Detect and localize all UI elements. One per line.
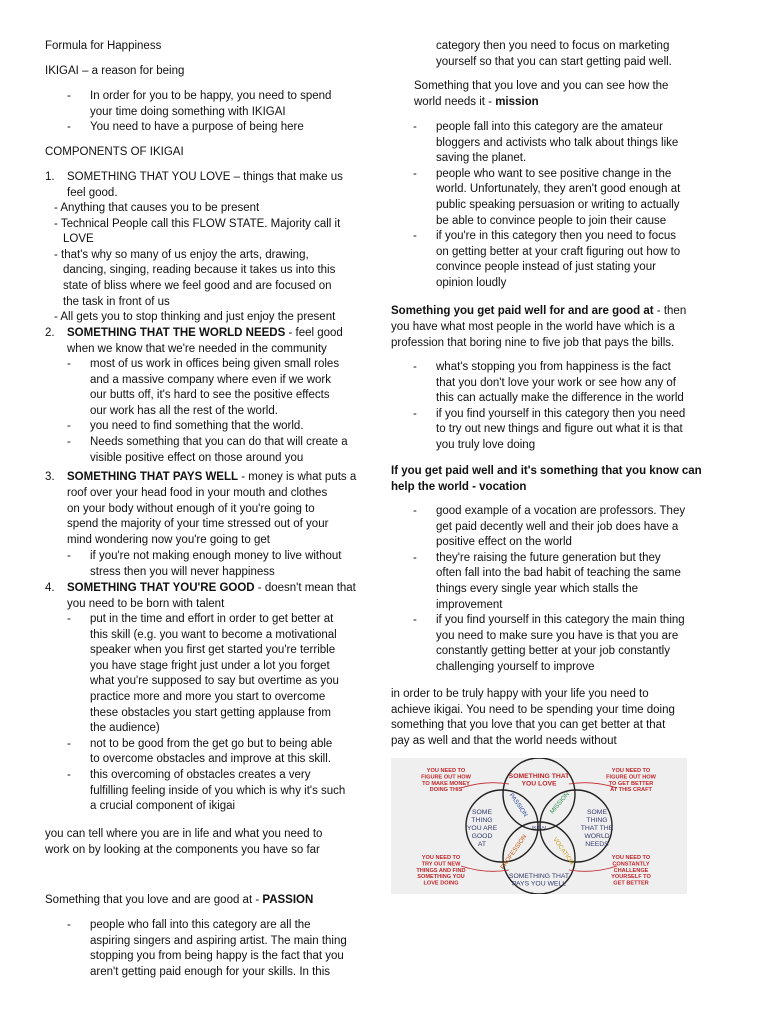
component-bullet-line: what you're supposed to say but overtime as you bbox=[90, 675, 339, 688]
mission-bullet-line: opinion loudly bbox=[436, 277, 507, 289]
dash-marker: - bbox=[413, 361, 417, 373]
dash-marker: - bbox=[67, 919, 71, 931]
conclusion-line: in order to be truly happy with your life you need to bbox=[391, 688, 649, 700]
passion-bullet-line: stopping you from being happy is the fact that you bbox=[90, 950, 344, 963]
component-bullet-line: speaker when you first get started you're terrible bbox=[90, 644, 336, 657]
component-line: roof over your head food in your mouth and clothes bbox=[67, 487, 328, 499]
vocation-bullet-line: good example of a vocation are professors. They bbox=[436, 505, 686, 517]
component-bullet-line: put in the time and effort in order to get better at bbox=[90, 613, 334, 625]
label-mission: MISSION bbox=[548, 790, 571, 816]
label-paid: SOMETHING THAT PAYS YOU WELL bbox=[508, 873, 570, 888]
component-title-part: SOMETHING THAT THE WORLD NEEDS bbox=[67, 327, 286, 339]
component-sub-line: - Anything that causes you to be present bbox=[54, 202, 260, 214]
component-number: 1. bbox=[45, 171, 55, 183]
mission-bullet-line: bloggers and activists who talk about things like bbox=[436, 136, 679, 149]
intro-bullet-line: You need to have a purpose of being here bbox=[90, 121, 304, 134]
mission-bullet-line: if you're in this category then you need to focus bbox=[436, 230, 677, 243]
label-ikigai: IKIGAI bbox=[531, 826, 547, 831]
venn-svg bbox=[391, 758, 687, 894]
vocation-bullet-line: things every single year which stalls the bbox=[436, 583, 638, 595]
dash-marker: - bbox=[413, 614, 417, 627]
component-title: feel good. bbox=[67, 186, 118, 199]
mission-bullet-line: world. Unfortunately, they aren't good enough at bbox=[436, 183, 681, 196]
component-bullet-line: a crucial component of ikigai bbox=[90, 800, 236, 813]
mission-heading-part: world needs it - bbox=[414, 96, 496, 108]
dash-marker: - bbox=[67, 737, 71, 750]
component-title bbox=[67, 326, 343, 342]
component-line: spend the majority of your time stressed out of your bbox=[67, 518, 329, 531]
label-love: SOMETHING THAT YOU LOVE bbox=[508, 773, 570, 788]
mission-heading-part: mission bbox=[495, 96, 539, 108]
label-profession: PROFESSION bbox=[499, 833, 529, 871]
passion-heading-part: PASSION bbox=[262, 894, 314, 906]
component-sub-line: LOVE bbox=[63, 233, 94, 246]
component-bullet-line: this overcoming of obstacles creates a very bbox=[90, 769, 311, 781]
component-line: on your body without enough of it you're going to bbox=[67, 502, 315, 515]
dash-marker: - bbox=[67, 90, 71, 102]
component-bullet-line: this skill (e.g. you want to become a motivational bbox=[90, 628, 337, 641]
dash-marker: - bbox=[413, 551, 417, 564]
vocation-bullet-line: you need to make sure you have is that you are bbox=[436, 629, 679, 642]
mission-bullet-line: people fall into this category are the amateur bbox=[436, 121, 663, 133]
component-title bbox=[67, 470, 356, 486]
component-title: SOMETHING THAT YOU LOVE – things that make us bbox=[67, 171, 343, 183]
note-top-left: YOU NEED TO FIGURE OUT HOW TO MAKE MONEY DOING THIS bbox=[421, 768, 471, 794]
component-bullet-line: most of us work in offices being given small roles bbox=[90, 358, 340, 370]
component-sub-line: state of bliss where we feel good and are focused on bbox=[63, 280, 332, 292]
profession-line: profession that boring nine to five job that pays the bills. bbox=[391, 336, 675, 349]
component-bullet-line: these obstacles you start getting applause from bbox=[90, 706, 332, 719]
profession-bullet-line: if you find yourself in this category then you need bbox=[436, 407, 686, 420]
conclusion-line: pay as well and that the world needs without bbox=[391, 734, 617, 747]
component-line: you need to be born with talent bbox=[67, 598, 225, 610]
intro-bullet-line: your time doing something with IKIGAI bbox=[90, 105, 286, 118]
dash-marker: - bbox=[67, 769, 71, 781]
summary-line: you can tell where you are in life and what you need to bbox=[45, 828, 323, 840]
dash-marker: - bbox=[67, 420, 71, 433]
component-number: 3. bbox=[45, 471, 55, 483]
dash-marker: - bbox=[67, 550, 71, 562]
vocation-bullet-line: constantly getting better at your job constantly bbox=[436, 645, 670, 658]
component-bullet-line: our work has all the rest of the world. bbox=[90, 404, 278, 417]
component-bullet-line: you have stage fright just under a lot you forget bbox=[90, 659, 330, 672]
profession-bullet-line: what's stopping you from happiness is the fact bbox=[436, 361, 671, 373]
component-sub-line: - Technical People call this FLOW STATE. Majority call it bbox=[54, 217, 341, 230]
component-bullet-line: not to be good from the get go but to being able bbox=[90, 737, 333, 750]
label-passion: PASSION bbox=[507, 792, 529, 819]
vocation-heading: help the world - vocation bbox=[391, 481, 527, 493]
component-title bbox=[67, 581, 356, 597]
dash-marker: - bbox=[67, 121, 71, 134]
component-sub-line: the task in front of us bbox=[63, 295, 170, 308]
profession-line: you have what most people in the world have which is a bbox=[391, 321, 675, 333]
passion-bullet-line: aren't getting paid enough for your skills. In this bbox=[90, 965, 331, 978]
mission-bullet-line: be able to convince people to join their cause bbox=[436, 214, 667, 227]
component-title-part: - doesn't mean that bbox=[254, 582, 356, 594]
component-bullet-line: our butts off, it's hard to see the positive effects bbox=[90, 389, 330, 402]
intro-bullet-line: In order for you to be happy, you need to spend bbox=[90, 90, 332, 102]
profession-bullet-line: you truly love doing bbox=[436, 439, 536, 451]
vocation-bullet-line: they're raising the future generation but they bbox=[436, 551, 661, 564]
vocation-bullet-line: improvement bbox=[436, 598, 503, 611]
dash-marker: - bbox=[413, 121, 417, 133]
component-bullet-line: to overcome obstacles and improve at this skill. bbox=[90, 753, 331, 766]
profession-bullet-line: this can actually make the difference in the world bbox=[436, 392, 684, 405]
component-sub-line: - All gets you to stop thinking and just enjoy the present bbox=[54, 311, 336, 324]
dash-marker: - bbox=[413, 167, 417, 180]
note-top-right: YOU NEED TO FIGURE OUT HOW TO GET BETTER AT THIS CRAFT bbox=[606, 768, 656, 794]
profession-heading-part: Something you get paid well for and are good at bbox=[391, 305, 654, 317]
passion-heading-part: Something that you love and are good at - bbox=[45, 894, 263, 906]
component-title-part: - feel good bbox=[285, 327, 343, 339]
conclusion-line: something that you love that you can get better at that bbox=[391, 719, 666, 732]
component-bullet-line: stress then you will never happiness bbox=[90, 565, 275, 578]
component-number: 4. bbox=[45, 582, 55, 594]
profession-bullet-line: that you don't love your work or see how any of bbox=[436, 376, 676, 389]
dash-marker: - bbox=[67, 436, 71, 448]
document-title: Formula for Happiness bbox=[45, 40, 162, 52]
dash-marker: - bbox=[413, 505, 417, 517]
label-vocation: VOCATION bbox=[551, 836, 576, 867]
component-bullet-line: if you're not making enough money to live without bbox=[90, 550, 342, 562]
mission-heading bbox=[414, 95, 539, 111]
components-heading: COMPONENTS OF IKIGAI bbox=[45, 146, 184, 158]
note-bottom-left: YOU NEED TO TRY OUT NEW THINGS AND FIND SOMETHING YOU LOVE DOING bbox=[416, 855, 466, 887]
passion-bullet-line: aspiring singers and aspiring artist. The main thing bbox=[90, 934, 347, 947]
ikigai-venn-diagram bbox=[391, 758, 687, 894]
component-bullet-line: and a massive company where even if we work bbox=[90, 373, 331, 386]
component-title-part: - money is what puts a bbox=[238, 471, 357, 483]
note-bottom-right: YOU NEED TO CONSTANTLY CHALLENGE YOURSELF TO GET BETTER bbox=[611, 855, 651, 887]
passion-continuation-line: yourself so that you can start getting paid well. bbox=[436, 55, 672, 68]
component-title-part: SOMETHING THAT YOU'RE GOOD bbox=[67, 582, 255, 594]
vocation-bullet-line: if you find yourself in this category the main thing bbox=[436, 614, 685, 627]
profession-bullet-line: to try out new things and figure out what it is that bbox=[436, 423, 683, 436]
summary-line: work on by looking at the components you have so far bbox=[45, 843, 320, 856]
label-good-at: SOME THING YOU ARE GOOD AT bbox=[466, 809, 498, 848]
component-sub-line: dancing, singing, reading because it takes us into this bbox=[63, 264, 336, 277]
mission-bullet-line: convince people instead of just stating your bbox=[436, 261, 656, 274]
dash-marker: - bbox=[413, 230, 417, 243]
component-title-part: SOMETHING THAT PAYS WELL bbox=[67, 471, 239, 483]
ikigai-definition: IKIGAI – a reason for being bbox=[45, 65, 185, 77]
mission-heading: Something that you love and you can see how the bbox=[414, 80, 669, 92]
passion-continuation-line: category then you need to focus on marketing bbox=[436, 40, 670, 52]
dash-marker: - bbox=[67, 358, 71, 370]
component-bullet-line: the audience) bbox=[90, 722, 160, 735]
component-line: mind wondering now you're going to get bbox=[67, 533, 270, 546]
dash-marker: - bbox=[413, 407, 417, 420]
component-bullet-line: practice more and more you start to overcome bbox=[90, 691, 326, 703]
component-number: 2. bbox=[45, 327, 55, 339]
passion-bullet-line: people who fall into this category are all the bbox=[90, 919, 311, 931]
component-bullet-line: Needs something that you can do that will create a bbox=[90, 436, 348, 448]
profession-heading bbox=[391, 304, 686, 320]
mission-bullet-line: people who want to see positive change in the bbox=[436, 167, 672, 180]
vocation-bullet-line: positive effect on the world bbox=[436, 536, 572, 549]
component-bullet-line: you need to find something that the world. bbox=[90, 420, 304, 433]
vocation-bullet-line: often fall into the bad habit of teaching the same bbox=[436, 567, 681, 580]
vocation-bullet-line: get paid decently well and their job does have a bbox=[436, 520, 679, 533]
mission-bullet-line: saving the planet. bbox=[436, 152, 527, 165]
component-sub-line: - that's why so many of us enjoy the arts, drawing, bbox=[54, 248, 309, 261]
vocation-bullet-line: challenging yourself to improve bbox=[436, 661, 595, 673]
component-line: when we know that we're needed in the community bbox=[67, 342, 327, 355]
passion-heading bbox=[45, 893, 313, 909]
conclusion-line: achieve ikigai. You need to be spending your time doing bbox=[391, 703, 675, 716]
component-bullet-line: fulfilling feeling inside of you which is why it's such bbox=[90, 784, 346, 797]
mission-bullet-line: public speaking persuasion or writing to actually bbox=[436, 199, 680, 211]
mission-bullet-line: on getting better at your craft figuring out how to bbox=[436, 245, 681, 258]
dash-marker: - bbox=[67, 613, 71, 625]
label-world-needs: SOME THING THAT THE WORLD NEEDS bbox=[580, 809, 614, 848]
component-bullet-line: visible positive effect on those around you bbox=[90, 451, 304, 464]
profession-heading-part: - then bbox=[653, 305, 687, 317]
vocation-heading: If you get paid well and it's something that you know can bbox=[391, 465, 702, 477]
